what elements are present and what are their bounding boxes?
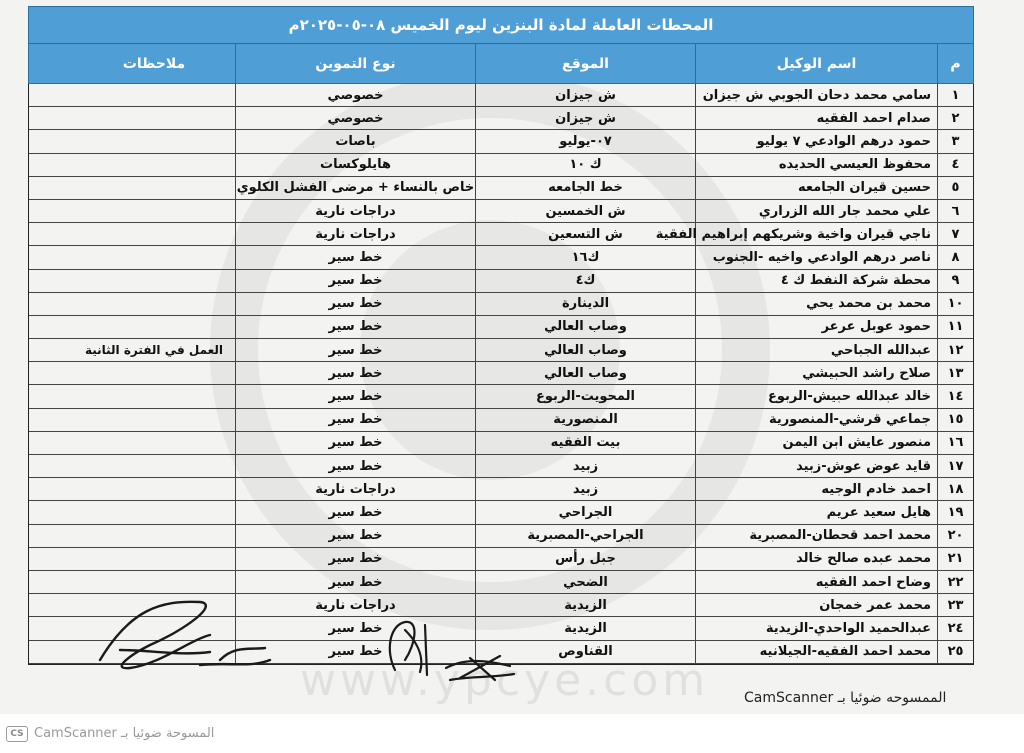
table-row bbox=[29, 548, 973, 571]
cell-note bbox=[73, 200, 235, 222]
table-row bbox=[29, 84, 973, 107]
header-notes: ملاحظات bbox=[122, 55, 186, 72]
cell-num: ٨ bbox=[937, 246, 973, 268]
cell-num: ١٢ bbox=[937, 339, 973, 361]
cell-agent: محطة شركة النفط ك ٤ bbox=[695, 270, 937, 292]
cell-num: ١٠ bbox=[937, 293, 973, 315]
header-location: الموقع bbox=[475, 44, 695, 83]
cell-note bbox=[73, 385, 235, 407]
cell-note bbox=[73, 223, 235, 245]
cell-note bbox=[73, 432, 235, 454]
cell-supply-type: دراجات نارية bbox=[235, 223, 475, 245]
cell-num: ٢ bbox=[937, 107, 973, 129]
cell-note bbox=[73, 177, 235, 199]
table-row bbox=[29, 130, 973, 153]
cell-agent: جماعي قرشي-المنصورية bbox=[695, 409, 937, 431]
cell-location: وصاب العالي bbox=[475, 316, 695, 338]
cell-agent: عبدالله الجباحي bbox=[695, 339, 937, 361]
cell-location: المحويت-الربوع bbox=[475, 385, 695, 407]
cell-location: وصاب العالي bbox=[475, 339, 695, 361]
cell-supply-type: خصوصي bbox=[235, 107, 475, 129]
cell-location: القناوص bbox=[475, 641, 695, 663]
cell-supply-type: خط سير bbox=[235, 432, 475, 454]
cell-supply-type: خط سير bbox=[235, 617, 475, 639]
cell-agent: حسين قيران الجامعه bbox=[695, 177, 937, 199]
table-row bbox=[29, 154, 973, 177]
cell-location: خط الجامعه bbox=[475, 177, 695, 199]
cell-supply-type: خط سير bbox=[235, 501, 475, 523]
table-row bbox=[29, 409, 973, 432]
cell-supply-type: خط سير bbox=[235, 641, 475, 663]
watermark-url: www.ypcye.com bbox=[300, 655, 710, 706]
cell-agent: عبدالحميد الواحدي-الزيدية bbox=[695, 617, 937, 639]
cell-note bbox=[73, 270, 235, 292]
header-num: م bbox=[937, 44, 973, 83]
cell-supply-type: خط سير bbox=[235, 246, 475, 268]
table-row bbox=[29, 339, 973, 362]
cell-location: بيت الفقيه bbox=[475, 432, 695, 454]
cell-supply-type: دراجات نارية bbox=[235, 594, 475, 616]
cell-agent: منصور عايش ابن اليمن bbox=[695, 432, 937, 454]
cell-location: ش الخمسين bbox=[475, 200, 695, 222]
cell-supply-type: دراجات نارية bbox=[235, 478, 475, 500]
cell-num: ١٣ bbox=[937, 362, 973, 384]
cell-num: ٣ bbox=[937, 130, 973, 152]
cell-location: ك ١٠ bbox=[475, 154, 695, 176]
cell-num: ١٩ bbox=[937, 501, 973, 523]
scanner-bottom-bar bbox=[0, 714, 1024, 753]
cell-supply-type: خط سير bbox=[235, 548, 475, 570]
table-row bbox=[29, 246, 973, 269]
cell-num: ٩ bbox=[937, 270, 973, 292]
cell-supply-type: خط سير bbox=[235, 362, 475, 384]
cell-agent: ناصر درهم الوادعي واخيه -الجنوب bbox=[695, 246, 937, 268]
cell-location: الزيدية bbox=[475, 617, 695, 639]
cell-supply-type: خط سير bbox=[235, 316, 475, 338]
table-row bbox=[29, 385, 973, 408]
table-row bbox=[29, 525, 973, 548]
cell-supply-type: خط سير bbox=[235, 339, 475, 361]
cell-location: زبيد bbox=[475, 478, 695, 500]
cell-num: ٢١ bbox=[937, 548, 973, 570]
cell-num: ١ bbox=[937, 84, 973, 106]
table-row bbox=[29, 455, 973, 478]
cell-note bbox=[73, 84, 235, 106]
cell-num: ٧ bbox=[937, 223, 973, 245]
cell-agent: محمد عبده صالح خالد bbox=[695, 548, 937, 570]
cell-agent: ناجي قيران واخية وشريكهم إبراهيم الفقية bbox=[695, 223, 937, 245]
cell-agent: محمد احمد قحطان-المصبرية bbox=[695, 525, 937, 547]
cell-location: الجراحي-المصبرية bbox=[475, 525, 695, 547]
table-row bbox=[29, 362, 973, 385]
cell-agent: محمد احمد الفقيه-الجيلانيه bbox=[695, 641, 937, 663]
cell-supply-type: خط سير bbox=[235, 455, 475, 477]
cell-num: ٤ bbox=[937, 154, 973, 176]
cell-num: ٢٠ bbox=[937, 525, 973, 547]
cell-num: ١٧ bbox=[937, 455, 973, 477]
header-supply-type: نوع التموين bbox=[235, 44, 475, 83]
cell-agent: حمود عوبل عرعر bbox=[695, 316, 937, 338]
signature-right bbox=[440, 648, 520, 688]
table-body bbox=[28, 84, 974, 665]
cell-supply-type: خط سير bbox=[235, 293, 475, 315]
cell-agent: حمود درهم الوادعي ٧ يوليو bbox=[695, 130, 937, 152]
table-row bbox=[29, 432, 973, 455]
cell-note bbox=[73, 293, 235, 315]
cell-num: ٦ bbox=[937, 200, 973, 222]
cell-agent: قايد عوض عوش-زبيد bbox=[695, 455, 937, 477]
cell-num: ٢٥ bbox=[937, 641, 973, 663]
table-row bbox=[29, 107, 973, 130]
cell-agent: هايل سعيد عريم bbox=[695, 501, 937, 523]
signature-left bbox=[90, 590, 280, 685]
table-header bbox=[28, 44, 974, 84]
cell-location: المنصورية bbox=[475, 409, 695, 431]
cell-location: ٠٧-يوليو bbox=[475, 130, 695, 152]
cell-num: ١٥ bbox=[937, 409, 973, 431]
table-row bbox=[29, 200, 973, 223]
header-agent: اسم الوكيل bbox=[695, 44, 937, 83]
cell-num: ٢٣ bbox=[937, 594, 973, 616]
cell-supply-type: خاص بالنساء + مرضى الفشل الكلوي bbox=[235, 177, 475, 199]
cell-location: وصاب العالي bbox=[475, 362, 695, 384]
cell-location: الجراحي bbox=[475, 501, 695, 523]
cell-supply-type: خط سير bbox=[235, 270, 475, 292]
cell-agent: خالد عبدالله حبيش-الربوع bbox=[695, 385, 937, 407]
cell-location: ش جيزان bbox=[475, 84, 695, 106]
cell-num: ٢٤ bbox=[937, 617, 973, 639]
cell-num: ١٦ bbox=[937, 432, 973, 454]
cell-note bbox=[73, 107, 235, 129]
cell-note bbox=[73, 246, 235, 268]
cell-location: ك١٦ bbox=[475, 246, 695, 268]
cell-supply-type: خط سير bbox=[235, 409, 475, 431]
table-row bbox=[29, 478, 973, 501]
table-row bbox=[29, 501, 973, 524]
table-row bbox=[29, 177, 973, 200]
cell-num: ١١ bbox=[937, 316, 973, 338]
cell-supply-type: هايلوكسات bbox=[235, 154, 475, 176]
cell-agent: صدام احمد الفقيه bbox=[695, 107, 937, 129]
cell-note bbox=[73, 455, 235, 477]
cell-agent: محفوظ العيسي الحديده bbox=[695, 154, 937, 176]
cell-num: ٥ bbox=[937, 177, 973, 199]
cell-agent: محمد بن محمد يحي bbox=[695, 293, 937, 315]
cell-supply-type: خط سير bbox=[235, 525, 475, 547]
cell-location: جبل رأس bbox=[475, 548, 695, 570]
cell-location: الضحي bbox=[475, 571, 695, 593]
camscanner-bottom-text: CamScanner المسوحة ضوئيا بـ bbox=[34, 726, 215, 741]
cell-agent: محمد عمر خمجان bbox=[695, 594, 937, 616]
cell-note bbox=[73, 501, 235, 523]
cell-num: ٢٢ bbox=[937, 571, 973, 593]
cell-supply-type: خط سير bbox=[235, 571, 475, 593]
cell-location: ش التسعين bbox=[475, 223, 695, 245]
cell-note bbox=[73, 478, 235, 500]
cell-supply-type: باصات bbox=[235, 130, 475, 152]
cell-supply-type: خصوصي bbox=[235, 84, 475, 106]
table-row bbox=[29, 270, 973, 293]
table-row bbox=[29, 293, 973, 316]
table-row bbox=[29, 316, 973, 339]
cell-agent: احمد خادم الوجيه bbox=[695, 478, 937, 500]
cell-location: ش جيزان bbox=[475, 107, 695, 129]
cell-agent: صلاح راشد الحبيشي bbox=[695, 362, 937, 384]
cell-num: ١٨ bbox=[937, 478, 973, 500]
camscanner-logo-icon: CS bbox=[6, 726, 28, 742]
cell-num: ١٤ bbox=[937, 385, 973, 407]
cell-agent: علي محمد جار الله الزراري bbox=[695, 200, 937, 222]
cell-note bbox=[73, 130, 235, 152]
cell-note bbox=[73, 525, 235, 547]
cell-supply-type: دراجات نارية bbox=[235, 200, 475, 222]
cell-location: الزيدية bbox=[475, 594, 695, 616]
cell-agent: وضاح احمد الفقيه bbox=[695, 571, 937, 593]
table-row bbox=[29, 223, 973, 246]
stations-table bbox=[28, 6, 974, 665]
cell-supply-type: خط سير bbox=[235, 385, 475, 407]
cell-agent: سامي محمد دحان الجوبي ش جيزان bbox=[695, 84, 937, 106]
cell-note bbox=[73, 362, 235, 384]
cell-note bbox=[73, 316, 235, 338]
cell-location: ك٤ bbox=[475, 270, 695, 292]
cell-note: العمل في الفترة الثانية bbox=[84, 343, 224, 358]
cell-location: الدينارة bbox=[475, 293, 695, 315]
cell-note bbox=[73, 548, 235, 570]
table-title: المحطات العاملة لمادة البنزين ليوم الخميس ٠٨-٠٥-٢٠٢٥م bbox=[28, 6, 974, 44]
camscanner-footer: الممسوحه ضوئيا بـ CamScanner bbox=[744, 690, 947, 706]
cell-note bbox=[73, 154, 235, 176]
cell-note bbox=[73, 409, 235, 431]
cell-location: زبيد bbox=[475, 455, 695, 477]
